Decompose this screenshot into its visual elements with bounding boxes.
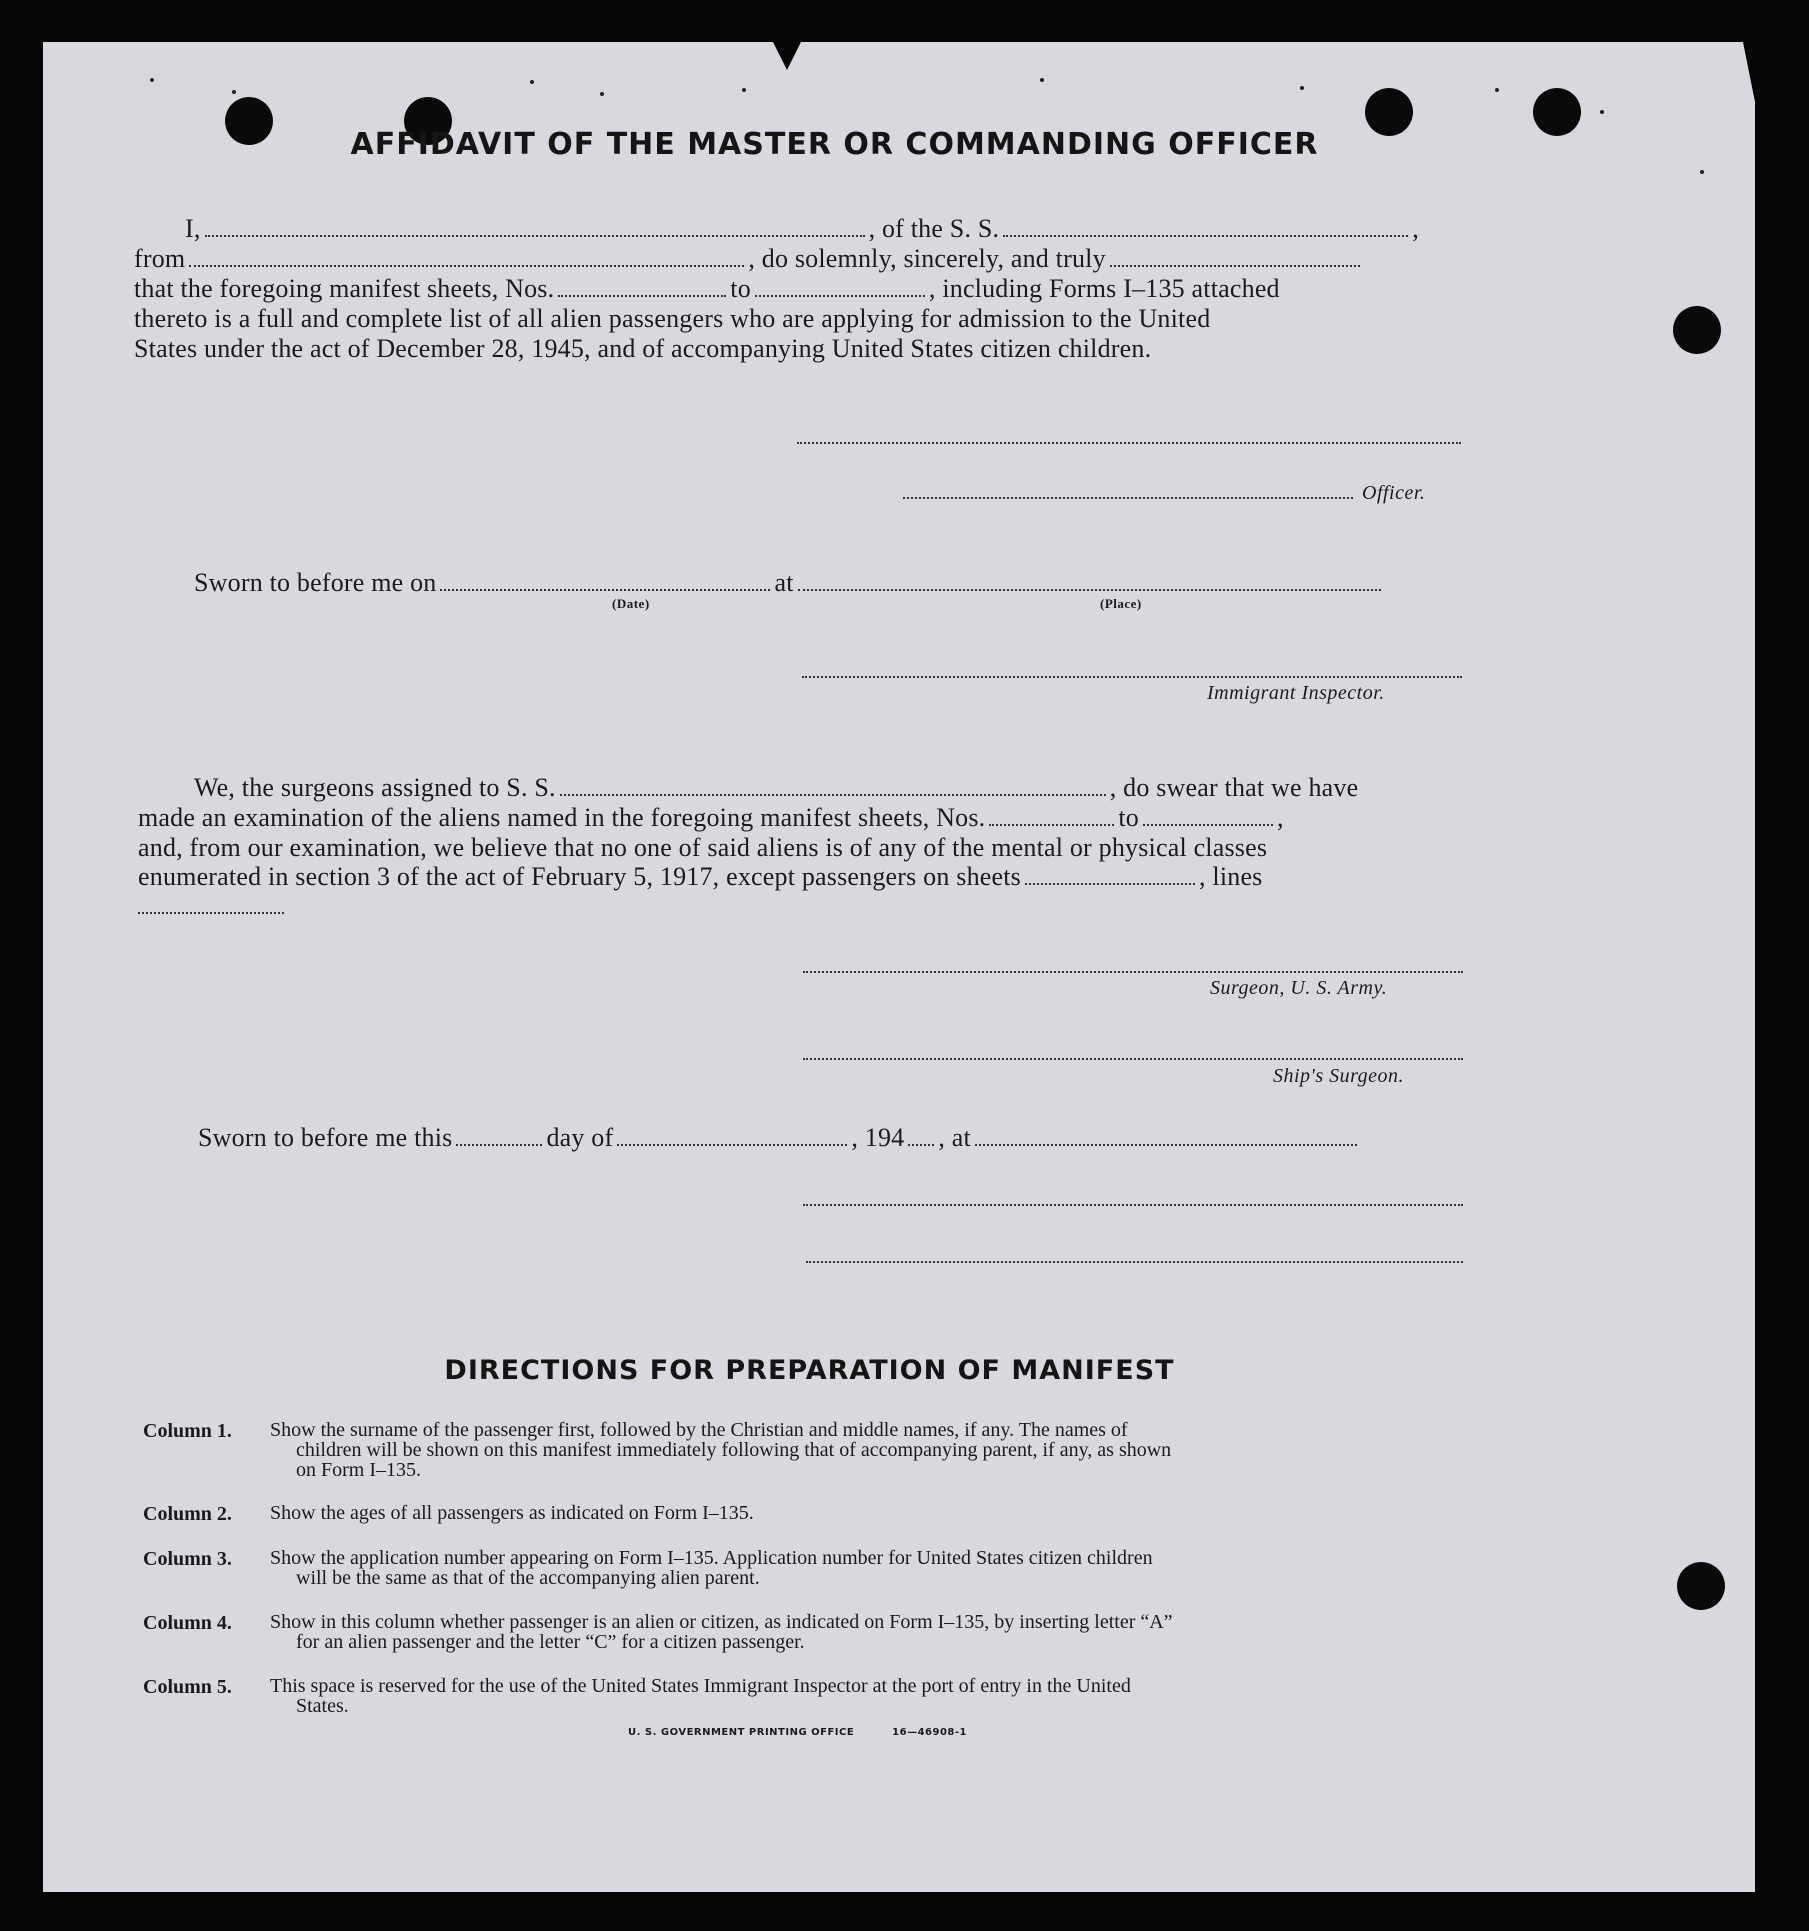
text-enumerated: enumerated in section 3 of the act of February 5, 1917, except passengers on sheets [138,862,1021,891]
oath-type-field[interactable] [1110,245,1360,267]
column-5-line-1: This space is reserved for the use of the United States Immigrant Inspector at the port of entry in the United [270,1675,1131,1697]
inspector-label: Immigrant Inspector. [1207,682,1385,704]
column-2-label: Column 2. [143,1503,232,1525]
master-name-field[interactable] [205,215,865,237]
column-3-line-1: Show the application number appearing on Form I–135. Application number for United States citizen children [270,1547,1153,1569]
punch-hole [1673,306,1721,354]
column-1-line-1: Show the surname of the passenger first, followed by the Christian and middle names, if any. The names of [270,1419,1128,1441]
affidavit-title: AFFIDAVIT OF THE MASTER OR COMMANDING OFFICER [350,127,1319,162]
column-3-label: Column 3. [143,1548,232,1570]
officer-signature-line-2[interactable] [903,497,1353,499]
text-examination: made an examination of the aliens named in the foregoing manifest sheets, Nos. [138,803,986,832]
ship-surgeon-signature-line[interactable] [803,1058,1463,1060]
column-5-text [270,1676,1470,1716]
ship-surgeon-label: Ship's Surgeon. [1273,1065,1405,1087]
text-lines: , lines [1199,862,1263,891]
text-comma-2: , [1276,803,1284,832]
column-4-label: Column 4. [143,1612,232,1634]
text-of-ss: , of the S. S. [868,214,1000,243]
sworn-line-1 [194,568,1385,598]
column-4-text [270,1612,1470,1652]
text-sworn-on: Sworn to before me on [194,568,437,597]
text-including-forms: , including Forms I–135 attached [928,274,1280,303]
text-at-2: , at [938,1123,971,1152]
text-solemnly: , do solemnly, sincerely, and truly [748,244,1106,273]
affidavit-line-4: thereto is a full and complete list of all alien passengers who are applying for admission to the United [134,304,1211,333]
except-lines-field[interactable] [138,912,284,914]
sworn-signature-line-2[interactable] [806,1261,1463,1263]
sworn-signature-line-1[interactable] [803,1204,1463,1206]
sworn-year-field[interactable] [908,1124,934,1146]
paper-speck [600,92,604,96]
text-to-2: to [1118,803,1139,832]
officer-label: Officer. [1362,482,1426,504]
text-i: I, [185,214,201,243]
printer-imprint [628,1727,967,1738]
except-sheets-field[interactable] [1025,863,1195,885]
text-at: at [774,568,794,597]
surgeons-line-1 [194,773,1358,803]
affidavit-line-2 [134,244,1364,274]
affidavit-line-5: States under the act of December 28, 1945, and of accompanying United States citizen children. [134,334,1152,363]
column-2-line-1: Show the ages of all passengers as indicated on Form I–135. [270,1502,754,1524]
text-from: from [134,244,186,273]
text-sworn-this: Sworn to before me this [198,1123,453,1152]
sheet-from-field[interactable] [558,275,726,297]
affidavit-line-1 [185,214,1419,244]
column-1-line-3: on Form I–135. [296,1459,421,1481]
paper-speck [1040,78,1044,82]
paper-speck [1600,110,1604,114]
column-5-label: Column 5. [143,1676,232,1698]
column-5-line-2: States. [296,1695,349,1717]
column-1-line-2: children will be shown on this manifest immediately following that of accompanying parent, if any, as shown [296,1439,1172,1461]
paper-speck [1300,86,1304,90]
column-4-line-2: for an alien passenger and the letter “C” for a citizen passenger. [296,1631,805,1653]
sworn-day-field[interactable] [456,1124,542,1146]
paper-notch [773,42,801,70]
from-port-field[interactable] [189,245,744,267]
sworn-place-field-2[interactable] [975,1124,1357,1146]
sworn-place-field[interactable] [798,569,1381,591]
column-1-text [270,1420,1470,1480]
surgeons-line-2 [138,803,1284,833]
text-day-of: day of [546,1123,614,1152]
ship-name-field[interactable] [1003,215,1408,237]
column-4-line-1: Show in this column whether passenger is an alien or citizen, as indicated on Form I–135, by inserting letter “A” [270,1611,1173,1633]
directions-title: DIRECTIONS FOR PREPARATION OF MANIFEST [444,1355,1175,1386]
paper-speck [232,90,236,94]
surgeons-line-3: and, from our examination, we believe that no one of said aliens is of any of the mental or physical classes [138,833,1268,862]
army-surgeon-signature-line[interactable] [803,971,1463,973]
text-to: to [730,274,751,303]
column-2-text [270,1503,1470,1523]
surgeons-line-4 [138,862,1263,892]
paper-speck [1495,88,1499,92]
exam-sheet-from-field[interactable] [989,804,1114,826]
paper-speck [150,78,154,82]
surgeon-ship-field[interactable] [560,774,1106,796]
column-3-line-2: will be the same as that of the accompanying alien parent. [296,1567,760,1589]
sworn-month-field[interactable] [617,1124,847,1146]
date-caption: (Date) [612,596,650,611]
inspector-signature-line[interactable] [802,676,1462,678]
text-manifest-sheets: that the foregoing manifest sheets, Nos. [134,274,555,303]
column-1-label: Column 1. [143,1420,232,1442]
column-3-text [270,1548,1470,1588]
paper-speck [742,88,746,92]
text-comma: , [1412,214,1419,243]
affidavit-line-3 [134,274,1280,304]
text-194: , 194 [851,1123,905,1152]
exam-sheet-to-field[interactable] [1143,804,1273,826]
place-caption: (Place) [1100,596,1142,611]
text-do-swear: , do swear that we have [1109,773,1359,802]
punch-hole [1677,1562,1725,1610]
sheet-to-field[interactable] [755,275,925,297]
sworn-line-2 [198,1123,1361,1153]
officer-signature-line-1[interactable] [797,442,1461,444]
army-surgeon-label: Surgeon, U. S. Army. [1210,977,1388,999]
form-code: 16—46908-1 [892,1727,967,1738]
paper-speck [1700,170,1704,174]
sworn-date-field[interactable] [440,569,770,591]
paper-speck [530,80,534,84]
text-surgeons-assigned: We, the surgeons assigned to S. S. [194,773,556,802]
printer-name: U. S. GOVERNMENT PRINTING OFFICE [628,1727,855,1738]
